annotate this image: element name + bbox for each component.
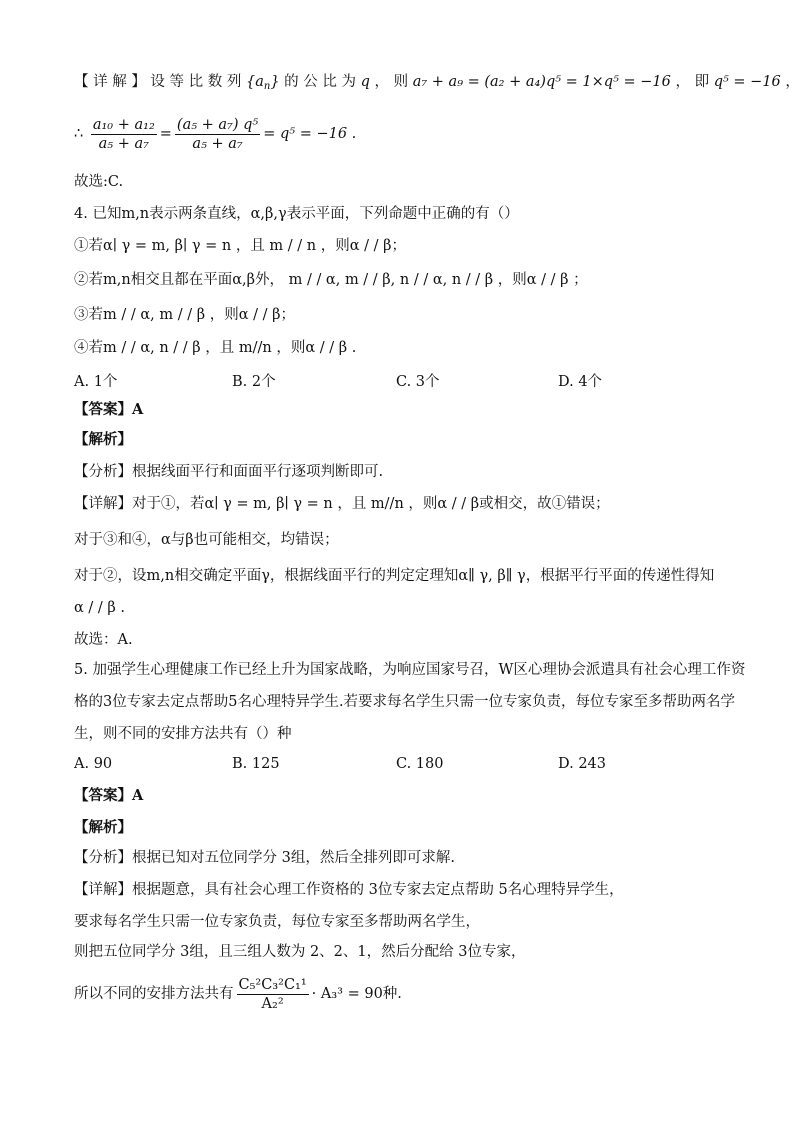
- math-tail: = q⁵ = −16 .: [263, 126, 357, 142]
- fraction-numerator: (a₅ + a₇) q⁵: [176, 116, 259, 133]
- question-5-option-c: C. 180: [396, 756, 444, 772]
- seq-sub: n: [263, 81, 271, 92]
- question-4-statement-4: ④若m / / α, n / / β ，且 m//n ，则α / / β .: [74, 340, 357, 356]
- fraction-denominator: A₂²: [261, 995, 284, 1012]
- question-5-stem-2: 格的3位专家去定点帮助5名心理特异学生.若要求每名学生只需一位专家负责，每位专家至多帮助两名学: [74, 694, 736, 710]
- fraction-numerator: C₅²C₃²C₁¹: [238, 976, 307, 993]
- question-4-statement-2: ②若m,n相交且都在平面α,β外， m / / α, m / / β, n / / α, n / / β ，则α / / β ；: [74, 272, 588, 288]
- math: [246, 74, 280, 90]
- text: ， 即: [670, 74, 714, 90]
- line-detail-2: ∴ $\frac{\text{a₁₀ + a₁₂}}{\text{a₅ + a₇}}$ = $\frac{\text{(a₅ + a₇) q⁵}}{\text{a₅ + a₇}}$ = q⁵ = −16 .: [74, 116, 357, 152]
- question-5-fenxi: 【分析】根据已知对五位同学分 3组，然后全排列即可求解.: [74, 850, 455, 866]
- math-result: q⁵ = −16: [713, 74, 781, 90]
- question-5-detail-4: [74, 972, 754, 1016]
- question-5-detail: 【详解】根据题意，具有社会心理工作资格的 3位专家去定点帮助 5名心理特异学生，: [74, 882, 624, 898]
- question-4-detail: 【详解】对于①，若α∣ γ = m, β∣ γ = n ，且 m//n ，则α / / β或相交，故①错误；: [74, 496, 610, 512]
- math-equation: a₇ + a₉ = (a₂ + a₄)q⁵ = 1×q⁵ = −16: [412, 74, 671, 90]
- question-5-answer: 【答案】A: [74, 787, 144, 804]
- question-4-fenxi: 【分析】根据线面平行和面面平行逐项判断即可.: [74, 464, 384, 480]
- choose-answer: 故选:C.: [74, 174, 124, 190]
- text: 【 详 解 】 设 等 比 数 列: [74, 74, 246, 90]
- text: ，: [780, 74, 800, 90]
- fraction-combination: [237, 976, 309, 1013]
- question-4-choose: 故选：A.: [74, 632, 133, 648]
- text: 的 公 比 为: [279, 74, 361, 90]
- math-tail: · A₃³ = 90种.: [311, 986, 402, 1002]
- question-5-option-d: D. 243: [558, 756, 607, 772]
- question-4-statement-3: ③若m / / α, m / / β ，则α / / β；: [74, 307, 295, 323]
- question-4-stem: 4. 已知m,n表示两条直线，α,β,γ表示平面，下列命题中正确的有（）: [74, 206, 519, 222]
- question-4-option-c: C. 3个: [396, 374, 440, 390]
- text: 所以不同的安排方法共有: [74, 986, 234, 1002]
- question-4-option-b: B. 2个: [232, 374, 276, 390]
- question-5-detail-3: 则把五位同学分 3组，且三组人数为 2、2、1，然后分配给 3位专家，: [74, 944, 526, 960]
- question-4-statement-1: ①若α∣ γ = m, β∣ γ = n ，且 m / / n ，则α / / β；: [74, 238, 406, 254]
- question-4-option-a: A. 1个: [74, 374, 118, 390]
- question-4-answer: 【答案】A: [74, 401, 144, 418]
- fraction-1: [91, 116, 157, 153]
- question-5-option-a: A. 90: [74, 756, 113, 772]
- text: ， 则: [369, 74, 413, 90]
- question-5-option-b: B. 125: [232, 756, 280, 772]
- seq-open: {a: [245, 74, 264, 90]
- seq-close: }: [270, 74, 280, 90]
- question-5-stem-1: 5. 加强学生心理健康工作已经上升为国家战略，为响应国家号召，W区心理协会派遣具有社会心理工作资: [74, 662, 746, 678]
- question-4-detail-4: α / / β .: [74, 600, 125, 616]
- line-detail-1: [74, 72, 800, 97]
- question-4-analysis-label: 【解析】: [74, 431, 132, 448]
- question-5-detail-2: 要求每名学生只需一位专家负责，每位专家至多帮助两名学生，: [74, 914, 480, 930]
- question-4-detail-3: 对于②，设m,n相交确定平面γ，根据线面平行的判定定理知α∥ γ, β∥ γ，根据平行平面的传递性得知: [74, 568, 715, 584]
- fraction-numerator: a₁₀ + a₁₂: [92, 116, 155, 133]
- fraction-denominator: a₅ + a₇: [192, 135, 243, 152]
- fraction-denominator: a₅ + a₇: [98, 135, 149, 152]
- fraction-2: [175, 116, 260, 153]
- therefore-symbol: ∴: [74, 126, 84, 142]
- question-5-stem-3: 生，则不同的安排方法共有（）种: [74, 726, 292, 742]
- math: q: [360, 74, 370, 90]
- question-4-option-d: D. 4个: [558, 374, 603, 390]
- question-5-analysis-label: 【解析】: [74, 819, 132, 836]
- question-4-detail-2: 对于③和④，α与β也可能相交，均错误；: [74, 532, 339, 548]
